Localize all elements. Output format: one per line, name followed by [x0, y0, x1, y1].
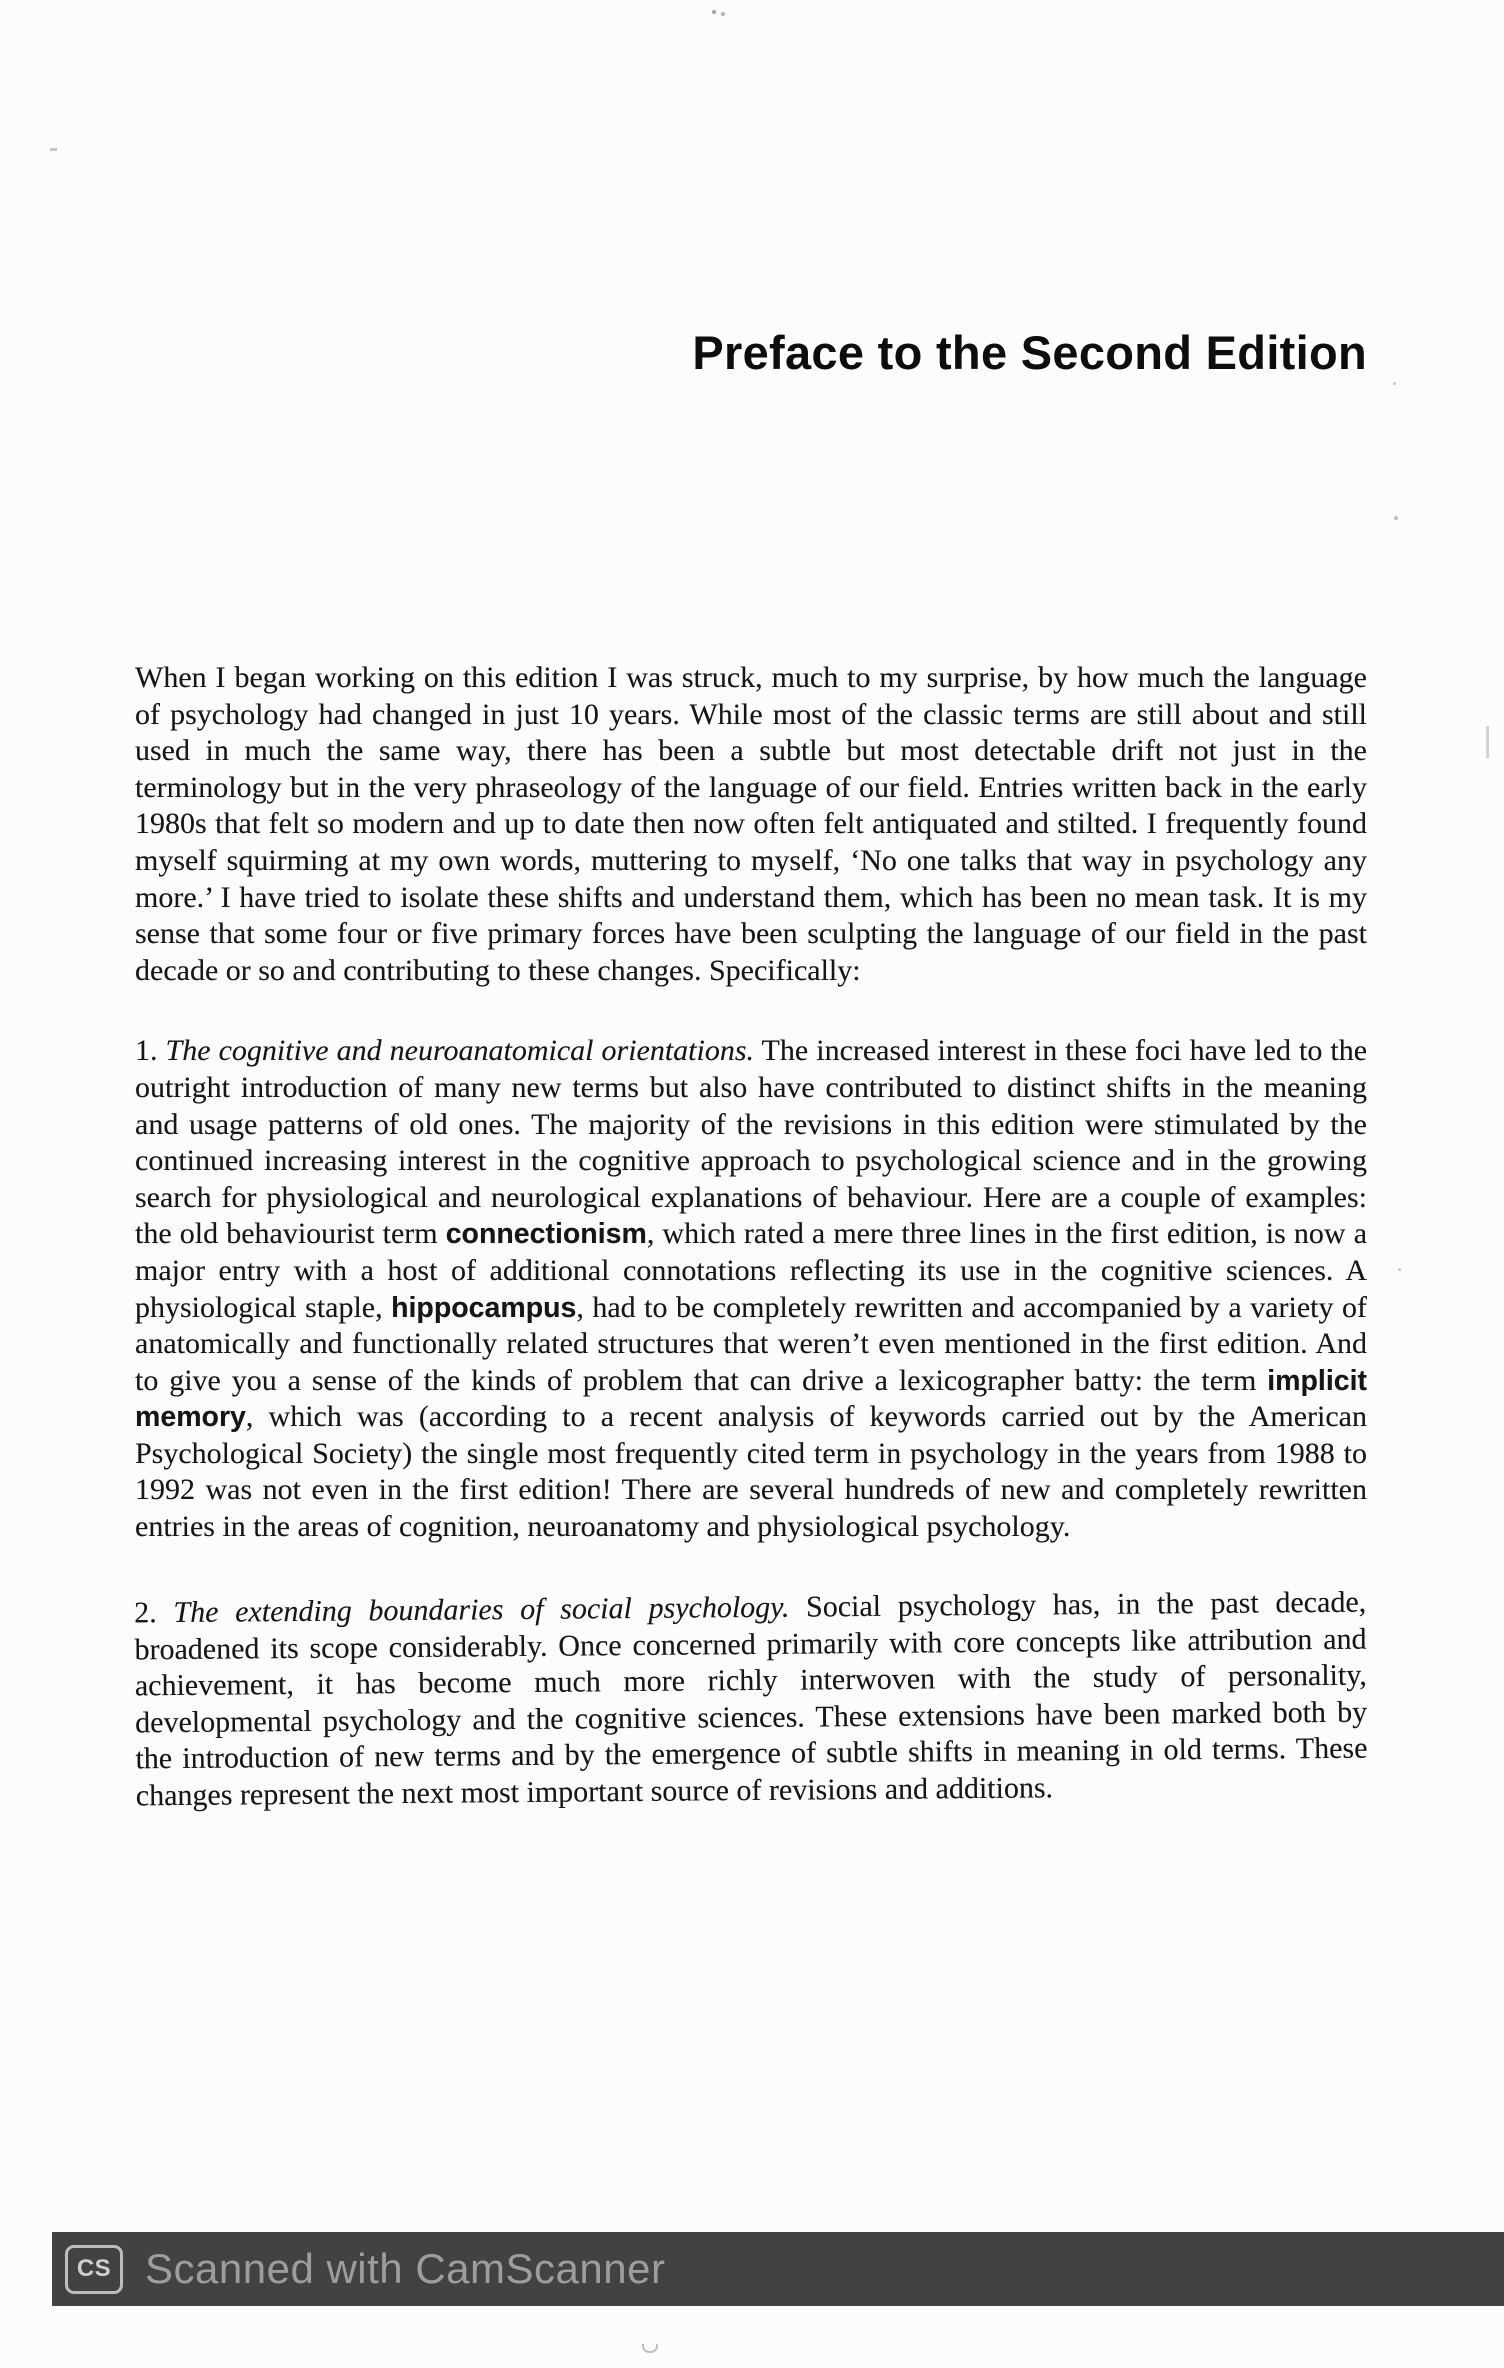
numbered-item-1 — [135, 1033, 1367, 1545]
item-2-number: 2. — [134, 1595, 174, 1630]
item-1-text-a: The increased interest in these foci have led to the outright introduction of many new terms but also have contributed to distinct shifts in the meaning and usage patterns of old ones. The majority of the revisions in this edition were stimulated by the continued increasing interest in the cognitive approach to psychological science and in the growing search for physiological and neurological explanations of behaviour. Here are a couple of examples: the old behaviourist term — [135, 1034, 1368, 1251]
camscanner-watermark-bar — [52, 2232, 1504, 2306]
scan-artifact-dot — [1394, 516, 1398, 520]
camscanner-logo-icon — [65, 2245, 123, 2294]
item-1-text-c: , had to be completely rewritten and accompanied by a variety of anatomically and functionally related structures that weren’t even mentioned in the first edition. And to give you a sense of the kinds of problem that can drive a lexicographer batty: the term — [135, 1290, 1367, 1397]
item-1-text-b: , which rated a mere three lines in the first edition, is now a major entry with a host of additional connotations reflecting its use in the cognitive sciences. A physiological staple, — [135, 1217, 1368, 1324]
scan-artifact-dot — [1393, 382, 1396, 385]
scan-artifact-left-tick — [50, 148, 57, 151]
preface-text — [135, 630, 1367, 1839]
camscanner-logo-text: CS — [76, 2255, 112, 2282]
item-2-heading: The extending boundaries of social psychology. — [173, 1590, 790, 1629]
scan-artifact-edge-line — [1486, 726, 1489, 758]
item-1-number: 1. — [135, 1034, 166, 1068]
bold-term-hippocampus: hippocampus — [391, 1291, 577, 1324]
item-1-heading: The cognitive and neuroanatomical orientations. — [165, 1034, 755, 1068]
intro-paragraph: When I began working on this edition I was struck, much to my surprise, by how much the language of psychology had changed in just 10 years. While most of the classic terms are still about and still used in much the same way, there has been a subtle but most detectable drift not just in the terminology but in the very phraseology of the language of our field. Entries written back in the early 1980s that felt so modern and up to date then now often felt antiquated and stilted. I frequently found myself squirming at my own words, muttering to myself, ‘No one talks that way in psychology any more.’ I have tried to isolate these shifts and understand them, which has been no mean task. It is my sense that some four or five primary forces have been sculpting the language of our field in the past decade or so and contributing to these changes. Specifically: — [135, 661, 1367, 987]
item-1-text-d: , which was (according to a recent analysis of keywords carried out by the American Psychological Society) the single most frequently cited term in psychology in the years from 1988 to 1992 was not even in the first edition! There are several hundreds of new and completely rewritten entries in the areas of cognition, neuroanatomy and physiological psychology. — [135, 1400, 1367, 1544]
bold-term-implicit-memory: implicit memory — [135, 1364, 1367, 1434]
scan-artifact-top-dots — [712, 10, 716, 14]
watermark-label: Scanned with CamScanner — [145, 2245, 666, 2292]
bold-term-connectionism: connectionism — [445, 1218, 647, 1251]
scan-artifact-bottom-mark — [642, 2344, 658, 2353]
numbered-item-2 — [134, 1584, 1368, 1814]
page-title: Preface to the Second Edition — [692, 326, 1367, 380]
scan-artifact-dot — [1398, 1268, 1401, 1271]
item-2-text: Social psychology has, in the past decade, broadened its scope considerably. Once concerned primarily with core concepts like attribution and achievement, it has become much more richly interwoven with the study of personality, developmental psychology and the cognitive sciences. These extensions have been marked both by the introduction of new terms and by the emergence of subtle shifts in meaning in old terms. These changes represent the next most important source of revisions and additions. — [134, 1585, 1368, 1812]
